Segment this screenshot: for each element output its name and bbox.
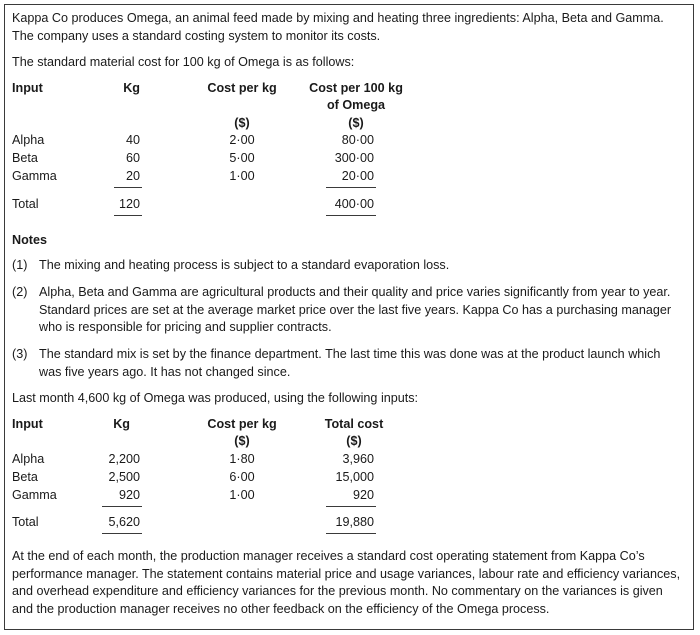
std-row-kg: 40	[125, 133, 140, 147]
act-cost-subtotal-rule	[326, 506, 376, 507]
std-row-kg: 60	[125, 151, 140, 165]
actual-intro: Last month 4,600 kg of Omega was produced, using the following inputs:	[12, 391, 419, 405]
std-row-kg: 20	[125, 169, 140, 183]
act-row-kg: 920	[118, 488, 140, 502]
act-header-cost-per-kg-unit: ($)	[234, 434, 250, 448]
act-total-kg: 5,620	[108, 515, 140, 529]
std-header-input: Input	[12, 81, 43, 95]
note-number: (1)	[12, 258, 28, 272]
std-row-cost-per-kg: 5·00	[229, 151, 255, 165]
act-header-total-cost: Total cost	[324, 417, 384, 431]
act-row-cost-per-kg: 1·80	[229, 452, 255, 466]
act-kg-total-rule	[102, 533, 142, 534]
act-row-input: Beta	[12, 470, 38, 484]
std-row-cost-100: 20·00	[341, 169, 374, 183]
std-header-kg: Kg	[123, 81, 140, 95]
std-header-cost-per-kg-unit: ($)	[234, 116, 250, 130]
note-number: (2)	[12, 285, 28, 299]
std-cost-subtotal-rule	[326, 187, 376, 188]
closing-line: and overhead expenditure and efficiency variances for the previous month. No commentary on the variances is given	[12, 584, 663, 598]
std-header-cost-100: Cost per 100 kg	[309, 81, 403, 95]
act-header-total-cost-unit: ($)	[346, 434, 362, 448]
act-row-input: Alpha	[12, 452, 45, 466]
standard-intro: The standard material cost for 100 kg of Omega is as follows:	[12, 55, 355, 69]
std-total-cost-100: 400·00	[334, 197, 374, 211]
note-line: was five years ago. It has not changed since.	[39, 364, 291, 379]
note-line: The standard mix is set by the finance department. The last time this was done was at the product launch which	[39, 347, 661, 361]
closing-line: At the end of each month, the production manager receives a standard cost operating statement from Kappa Co’s	[12, 549, 645, 563]
act-row-cost-per-kg: 6·00	[229, 470, 255, 484]
act-row-total-cost: 3,960	[342, 452, 374, 466]
act-cost-total-rule	[326, 533, 376, 534]
closing-line: performance manager. The statement contains material price and usage variances, labour rate and efficiency variances,	[12, 566, 681, 581]
std-total-label: Total	[12, 197, 39, 211]
std-row-input: Alpha	[12, 133, 45, 147]
act-header-input: Input	[12, 417, 43, 431]
std-total-kg: 120	[118, 197, 140, 211]
std-row-cost-100: 80·00	[341, 133, 374, 147]
std-cost-total-rule	[326, 215, 376, 216]
std-row-input: Gamma	[12, 169, 57, 183]
note-line: The mixing and heating process is subject to a standard evaporation loss.	[39, 258, 450, 272]
closing-paragraph	[12, 548, 684, 618]
act-total-label: Total	[12, 515, 39, 529]
act-row-cost-per-kg: 1·00	[229, 488, 255, 502]
act-row-kg: 2,500	[108, 470, 140, 484]
std-header-cost-per-kg: Cost per kg	[207, 81, 277, 95]
act-header-kg: Kg	[113, 417, 130, 431]
std-kg-total-rule	[114, 215, 142, 216]
std-header-cost-100-unit: ($)	[348, 116, 364, 130]
note-line: Standard prices are set at the average market price over the last five years. Kappa Co has a purchasing manager	[39, 302, 672, 317]
intro-line-1: Kappa Co produces Omega, an animal feed made by mixing and heating three ingredients: Alpha, Beta and Gamma.	[12, 11, 664, 25]
intro-line-2: The company uses a standard costing system to monitor its costs.	[12, 29, 381, 43]
notes-heading: Notes	[12, 233, 47, 247]
act-row-kg: 2,200	[108, 452, 140, 466]
std-row-cost-per-kg: 1·00	[229, 169, 255, 183]
note-number: (3)	[12, 347, 28, 361]
std-row-input: Beta	[12, 151, 38, 165]
act-row-input: Gamma	[12, 488, 57, 502]
act-row-total-cost: 15,000	[335, 470, 374, 484]
closing-line: and the production manager receives no other feedback on the efficiency of the Omega process.	[12, 601, 550, 616]
act-row-total-cost: 920	[352, 488, 374, 502]
act-header-cost-per-kg: Cost per kg	[207, 417, 277, 431]
act-total-cost: 19,880	[335, 515, 374, 529]
std-kg-subtotal-rule	[114, 187, 142, 188]
note-line: Alpha, Beta and Gamma are agricultural products and their quality and price varies significantly from year to year.	[39, 285, 671, 299]
std-row-cost-100: 300·00	[334, 151, 374, 165]
std-row-cost-per-kg: 2·00	[229, 133, 255, 147]
note-line: who is responsible for pricing and supplier contracts.	[39, 320, 332, 334]
act-kg-subtotal-rule	[102, 506, 142, 507]
std-header-cost-100-line2: of Omega	[326, 98, 386, 112]
